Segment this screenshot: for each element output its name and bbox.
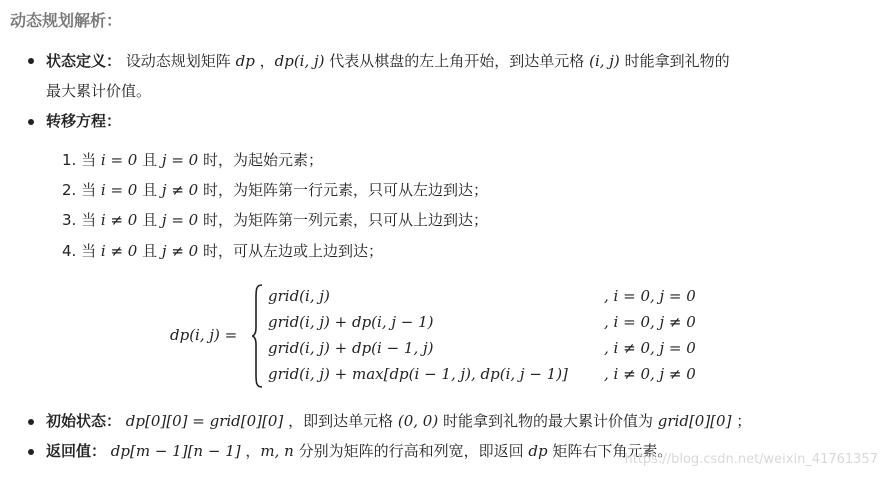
return-text2: 矩阵右下角元素。 bbox=[552, 442, 673, 460]
initial-pos: (0, 0) bbox=[397, 412, 439, 430]
item-qie: 且 bbox=[142, 211, 158, 229]
formula-row-4-expr: grid(i, j) + max[dp(i − 1, j), dp(i, j − 1)] bbox=[268, 365, 568, 383]
bullet-initial bbox=[28, 419, 34, 425]
return-mn: m, n bbox=[260, 442, 294, 460]
state-def-line1 bbox=[46, 50, 730, 71]
item-cond-j: j ≠ 0 bbox=[161, 242, 199, 260]
return-expr: dp[m − 1][n − 1] bbox=[110, 442, 241, 460]
item-cond-i: i = 0 bbox=[100, 151, 138, 169]
item-dang: 当 bbox=[81, 242, 97, 260]
transition-item-3 bbox=[62, 209, 488, 230]
bullet-return bbox=[28, 449, 34, 455]
item-rest: 时，为起始元素； bbox=[203, 151, 324, 169]
section-title: 动态规划解析： bbox=[10, 11, 123, 30]
formula-row-3-expr: grid(i, j) + dp(i − 1, j) bbox=[268, 339, 434, 357]
item-rest: 时，为矩阵第一列元素，只可从上边到达； bbox=[203, 211, 489, 229]
return-comma: ， bbox=[245, 442, 261, 460]
item-qie: 且 bbox=[142, 181, 158, 199]
formula-row-2-cond: , i = 0, j ≠ 0 bbox=[604, 313, 696, 331]
state-def-dpij: dp(i, j) bbox=[274, 52, 325, 70]
bullet-transition bbox=[28, 119, 34, 125]
state-def-dp: dp bbox=[235, 52, 255, 70]
item-dang: 当 bbox=[81, 181, 97, 199]
item-dang: 当 bbox=[81, 151, 97, 169]
initial-end: ； bbox=[736, 412, 752, 430]
formula-brace bbox=[251, 284, 263, 388]
state-def-text1: 设动态规划矩阵 bbox=[125, 52, 231, 70]
item-cond-j: j = 0 bbox=[161, 151, 199, 169]
state-def-label: 状态定义： bbox=[46, 52, 122, 70]
formula-row-2-expr: grid(i, j) + dp(i, j − 1) bbox=[268, 313, 434, 331]
initial-text2: 时能拿到礼物的最大累计价值为 bbox=[442, 412, 653, 430]
item-cond-j: j ≠ 0 bbox=[161, 181, 199, 199]
item-dang: 当 bbox=[81, 211, 97, 229]
item-num: 3. bbox=[62, 211, 77, 229]
return-text1: 分别为矩阵的行高和列宽，即返回 bbox=[298, 442, 524, 460]
formula-row-3-cond: , i ≠ 0, j = 0 bbox=[604, 339, 696, 357]
item-cond-i: i = 0 bbox=[100, 181, 138, 199]
initial-val: grid[0][0] bbox=[657, 412, 732, 430]
item-num: 1. bbox=[62, 151, 77, 169]
return-dp: dp bbox=[528, 442, 548, 460]
transition-label: 转移方程： bbox=[46, 112, 122, 130]
state-def-text3: 时能拿到礼物的 bbox=[624, 52, 730, 70]
formula-lhs: dp(i, j) = bbox=[170, 326, 238, 344]
item-rest: 时，为矩阵第一行元素，只可从左边到达； bbox=[203, 181, 489, 199]
return-label: 返回值： bbox=[46, 442, 107, 460]
formula-row-4-cond: , i ≠ 0, j ≠ 0 bbox=[604, 365, 696, 383]
watermark: https://blog.csdn.net/weixin_41761357 bbox=[624, 452, 878, 467]
initial-expr: dp[0][0] = grid[0][0] bbox=[125, 412, 284, 430]
bullet-state-def bbox=[28, 58, 34, 64]
transition-item-2 bbox=[62, 179, 488, 200]
state-def-ij: (i, j) bbox=[589, 52, 620, 70]
transition-item-1 bbox=[62, 149, 323, 170]
item-rest: 时，可从左边或上边到达； bbox=[203, 242, 384, 260]
initial-line bbox=[46, 410, 751, 431]
initial-label: 初始状态： bbox=[46, 412, 122, 430]
item-qie: 且 bbox=[142, 242, 158, 260]
item-qie: 且 bbox=[142, 151, 158, 169]
item-cond-i: i ≠ 0 bbox=[100, 242, 138, 260]
formula-row-1-expr: grid(i, j) bbox=[268, 287, 330, 305]
item-cond-j: j = 0 bbox=[161, 211, 199, 229]
state-def-line2: 最大累计价值。 bbox=[46, 82, 152, 100]
state-def-comma: ， bbox=[259, 52, 275, 70]
state-def-text2: 代表从棋盘的左上角开始，到达单元格 bbox=[329, 52, 585, 70]
item-num: 4. bbox=[62, 242, 77, 260]
item-num: 2. bbox=[62, 181, 77, 199]
transition-item-4 bbox=[62, 240, 383, 261]
initial-text1: ，即到达单元格 bbox=[288, 412, 394, 430]
item-cond-i: i ≠ 0 bbox=[100, 211, 138, 229]
return-line bbox=[46, 440, 672, 461]
formula-row-1-cond: , i = 0, j = 0 bbox=[604, 287, 696, 305]
